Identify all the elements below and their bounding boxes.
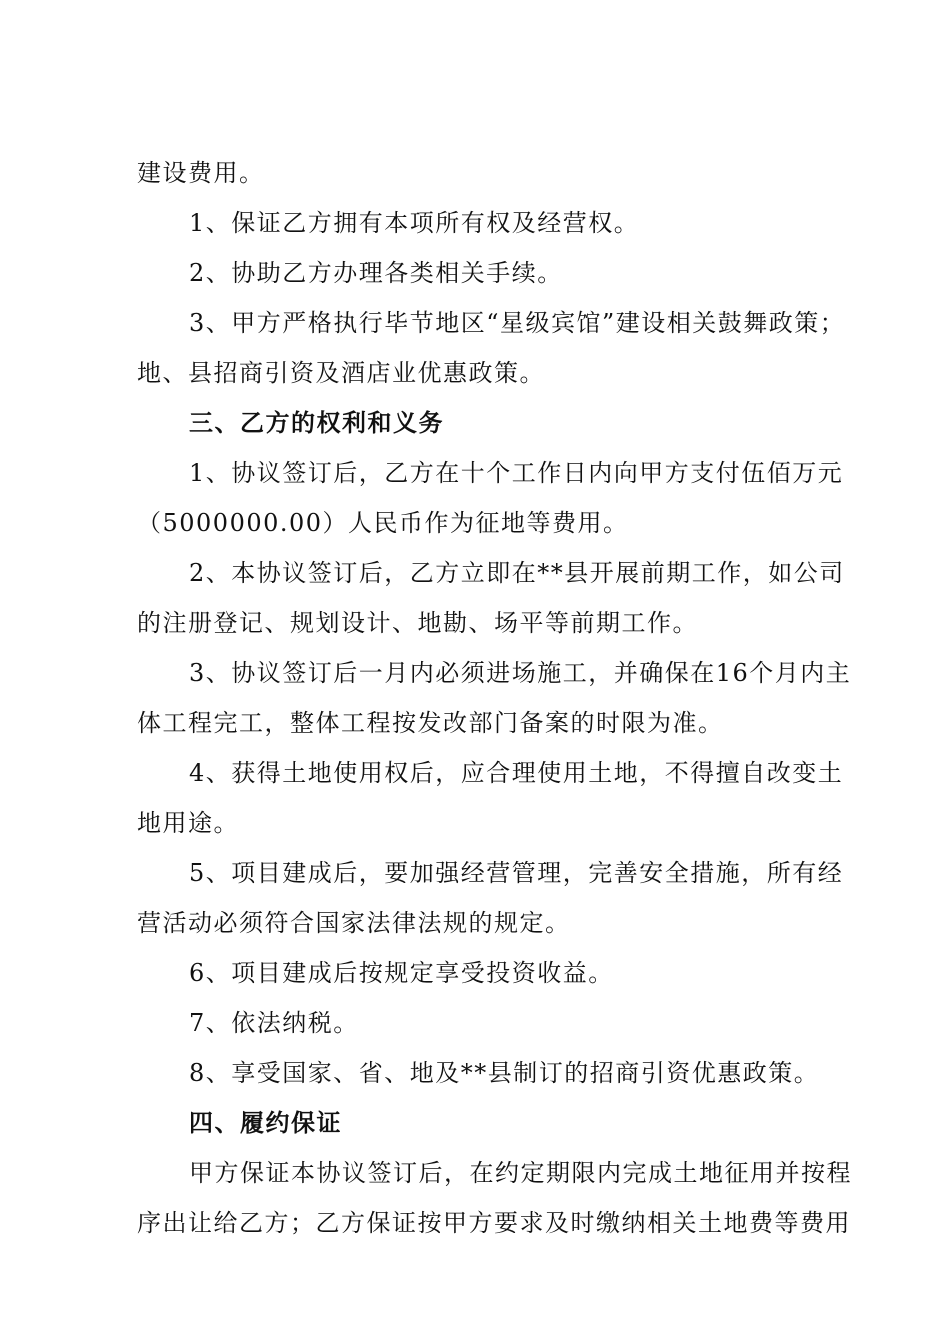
paragraph-line: 甲方保证本协议签订后，在约定期限内完成土地征用并按程 <box>189 1159 852 1187</box>
paragraph-line: 地、县招商引资及酒店业优惠政策。 <box>137 359 545 387</box>
paragraph-line: 3、协议签订后一月内必须进场施工，并确保在16个月内主 <box>189 659 852 687</box>
paragraph-line: 8、享受国家、省、地及**县制订的招商引资优惠政策。 <box>189 1059 820 1087</box>
paragraph-line: 5、项目建成后，要加强经营管理，完善安全措施，所有经 <box>189 859 844 887</box>
document-body <box>137 148 859 1248</box>
paragraph-line: 1、保证乙方拥有本项所有权及经营权。 <box>189 209 640 237</box>
paragraph-line: 2、协助乙方办理各类相关手续。 <box>189 259 563 287</box>
paragraph-line: 建设费用。 <box>137 159 265 187</box>
paragraph-line: 地用途。 <box>137 809 239 837</box>
paragraph-line: 6、项目建成后按规定享受投资收益。 <box>189 959 614 987</box>
paragraph-line: 序出让给乙方；乙方保证按甲方要求及时缴纳相关土地费等费用 <box>137 1209 851 1237</box>
paragraph-line: 4、获得土地使用权后，应合理使用土地，不得擅自改变土 <box>189 759 844 787</box>
paragraph-line: 2、本协议签订后，乙方立即在**县开展前期工作，如公司 <box>189 559 845 587</box>
paragraph-line: 1、协议签订后，乙方在十个工作日内向甲方支付伍佰万元 <box>189 459 844 487</box>
paragraph-line: 体工程完工，整体工程按发改部门备案的时限为准。 <box>137 709 724 737</box>
paragraph-line: 的注册登记、规划设计、地勘、场平等前期工作。 <box>137 609 698 637</box>
paragraph-line: 3、甲方严格执行毕节地区“星级宾馆”建设相关鼓舞政策； <box>189 309 846 337</box>
paragraph-line: （5000000.00）人民币作为征地等费用。 <box>137 509 629 537</box>
paragraph-line: 营活动必须符合国家法律法规的规定。 <box>137 909 571 937</box>
paragraph-line: 7、依法纳税。 <box>189 1009 359 1037</box>
section-heading: 四、履约保证 <box>189 1109 342 1137</box>
section-heading: 三、乙方的权利和义务 <box>189 409 444 437</box>
